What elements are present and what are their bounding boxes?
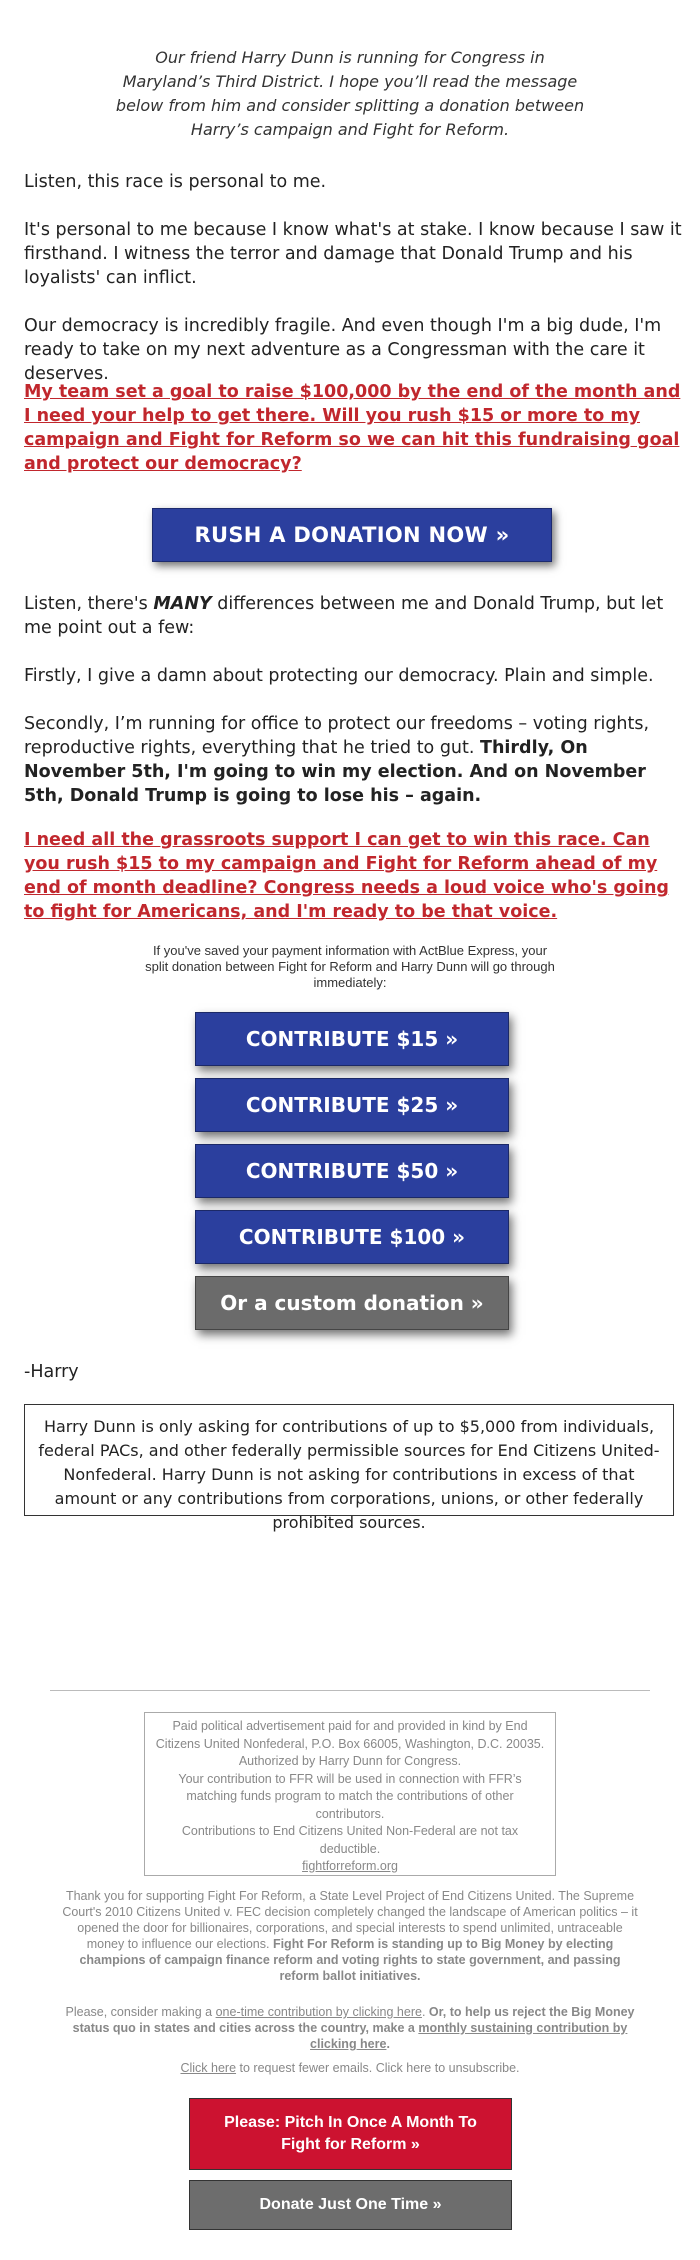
monthly-link[interactable]: monthly sustaining contribution by clicking here [310,2021,628,2051]
paid-for-box [144,1712,556,1876]
footer-consider [58,2004,642,2052]
contribution-disclaimer: Harry Dunn is only asking for contributions of up to $5,000 from individuals, federal PACs, and other federally permissible sources for End Citizens United-Nonfederal. Harry Dunn is not asking for contributions in excess of that amount or any contributions from corporations, unions, or other federally prohibited sources. [24,1404,674,1516]
thanks-bold: Fight For Reform is standing up to Big Money by electing champions of campaign finance reform and voting rights to state government, and passing reform ballot initiatives. [79,1937,621,1983]
paragraph-5 [24,592,684,640]
p7-bold: Thirdly, On November 5th, I'm going to win my election. And on November 5th, Donald Trump is going to lose his – again. [24,738,646,806]
site-link[interactable]: fightforreform.org [302,1859,398,1873]
monthly-donation-button[interactable]: Please: Pitch In Once A Month To Fight for Reform » [189,2098,512,2170]
intro-note: Our friend Harry Dunn is running for Congress in Maryland’s Third District. I hope you’ll read the message below from him and consider splitting a donation between Harry’s campaign and Fight for Reform. [115,48,585,139]
p5-end: differences between me and Donald Trump, but let me point out a few: [24,594,664,638]
donation-ask-link-2[interactable] [24,828,684,924]
p5-emphasis: MANY [153,594,212,614]
contribute-50-button[interactable]: CONTRIBUTE $50 » [195,1144,509,1198]
consider-end: . [386,2037,390,2051]
fewer-emails-link[interactable]: Click here [180,2061,237,2075]
express-note: If you've saved your payment information with ActBlue Express, your split donation between Fight for Reform and Harry Dunn will go through immediately: [145,943,555,990]
consider-text: Please, consider making a [65,2005,216,2019]
contribute-25-button[interactable]: CONTRIBUTE $25 » [195,1078,509,1132]
consider-period: . [421,2005,429,2019]
footer-fewer-emails [58,2060,642,2076]
paid-line-4: Contributions to End Citizens United Non-Federal are not tax deductible. [181,1824,519,1856]
one-time-donation-button[interactable]: Donate Just One Time » [189,2180,512,2230]
footer-thanks [58,1888,642,1984]
one-time-link[interactable]: one-time contribution by clicking here [215,2005,422,2019]
paragraph-3: Our democracy is incredibly fragile. And even though I'm a big dude, I'm ready to take on my next adventure as a Congressman with the care it deserves. [24,316,662,384]
p7-start: Secondly, I’m running for office to protect our freedoms – voting rights, reproductive rights, everything that he tried to gut. [24,714,650,758]
footer-divider [50,1690,650,1691]
paragraph-7 [24,712,684,808]
paragraph-6: Firstly, I give a damn about protecting our democracy. Plain and simple. [24,666,654,686]
paragraph-1: Listen, this race is personal to me. [24,172,327,192]
rush-donation-button[interactable]: RUSH A DONATION NOW » [152,508,552,562]
signoff: -Harry [24,1362,79,1382]
fewer-emails-text: to request fewer emails. Click here to unsubscribe. [236,2061,520,2075]
paid-line-3: Your contribution to FFR will be used in connection with FFR’s matching funds program to match the contributions of other contributors. [178,1771,522,1821]
contribute-15-button[interactable]: CONTRIBUTE $15 » [195,1012,509,1066]
paragraph-2: It's personal to me because I know what's at stake. I know because I saw it firsthand. I witness the terror and damage that Donald Trump and his loyalists' can inflict. [24,220,682,288]
ask-link-text-2[interactable]: I need all the grassroots support I can get to win this race. Can you rush $15 to my campaign and Fight for Reform ahead of my end of month deadline? Congress needs a loud voice who's going to fight for Americans, and I'm ready to be that voice. [24,830,669,922]
consider-bold: Or, to help us reject the Big Money status quo in states and cities across the country, make a [72,2005,635,2035]
thanks-text: Thank you for supporting Fight For Reform, a State Level Project of End Citizens United. The Supreme Court's 2010 Citizens United v. FEC decision completely changed the landscape of American politics – it opened the door for billionaires, corporations, and special interests to spend unlimited, untraceable money to influence our elections. [62,1889,638,1951]
contribute-100-button[interactable]: CONTRIBUTE $100 » [195,1210,509,1264]
donation-ask-link-1[interactable] [24,380,684,476]
custom-donation-button[interactable]: Or a custom donation » [195,1276,509,1330]
paid-line-2: Authorized by Harry Dunn for Congress. [238,1754,462,1768]
ask-link-text-1[interactable]: My team set a goal to raise $100,000 by the end of the month and I need your help to get there. Will you rush $15 or more to my campaign and Fight for Reform so we can hit this fundraising goal and protect our democracy? [24,382,681,474]
p5-start: Listen, there's [24,594,154,614]
paid-line-1: Paid political advertisement paid for and provided in kind by End Citizens United Nonfederal, P.O. Box 66005, Washington, D.C. 20035. [155,1719,545,1751]
